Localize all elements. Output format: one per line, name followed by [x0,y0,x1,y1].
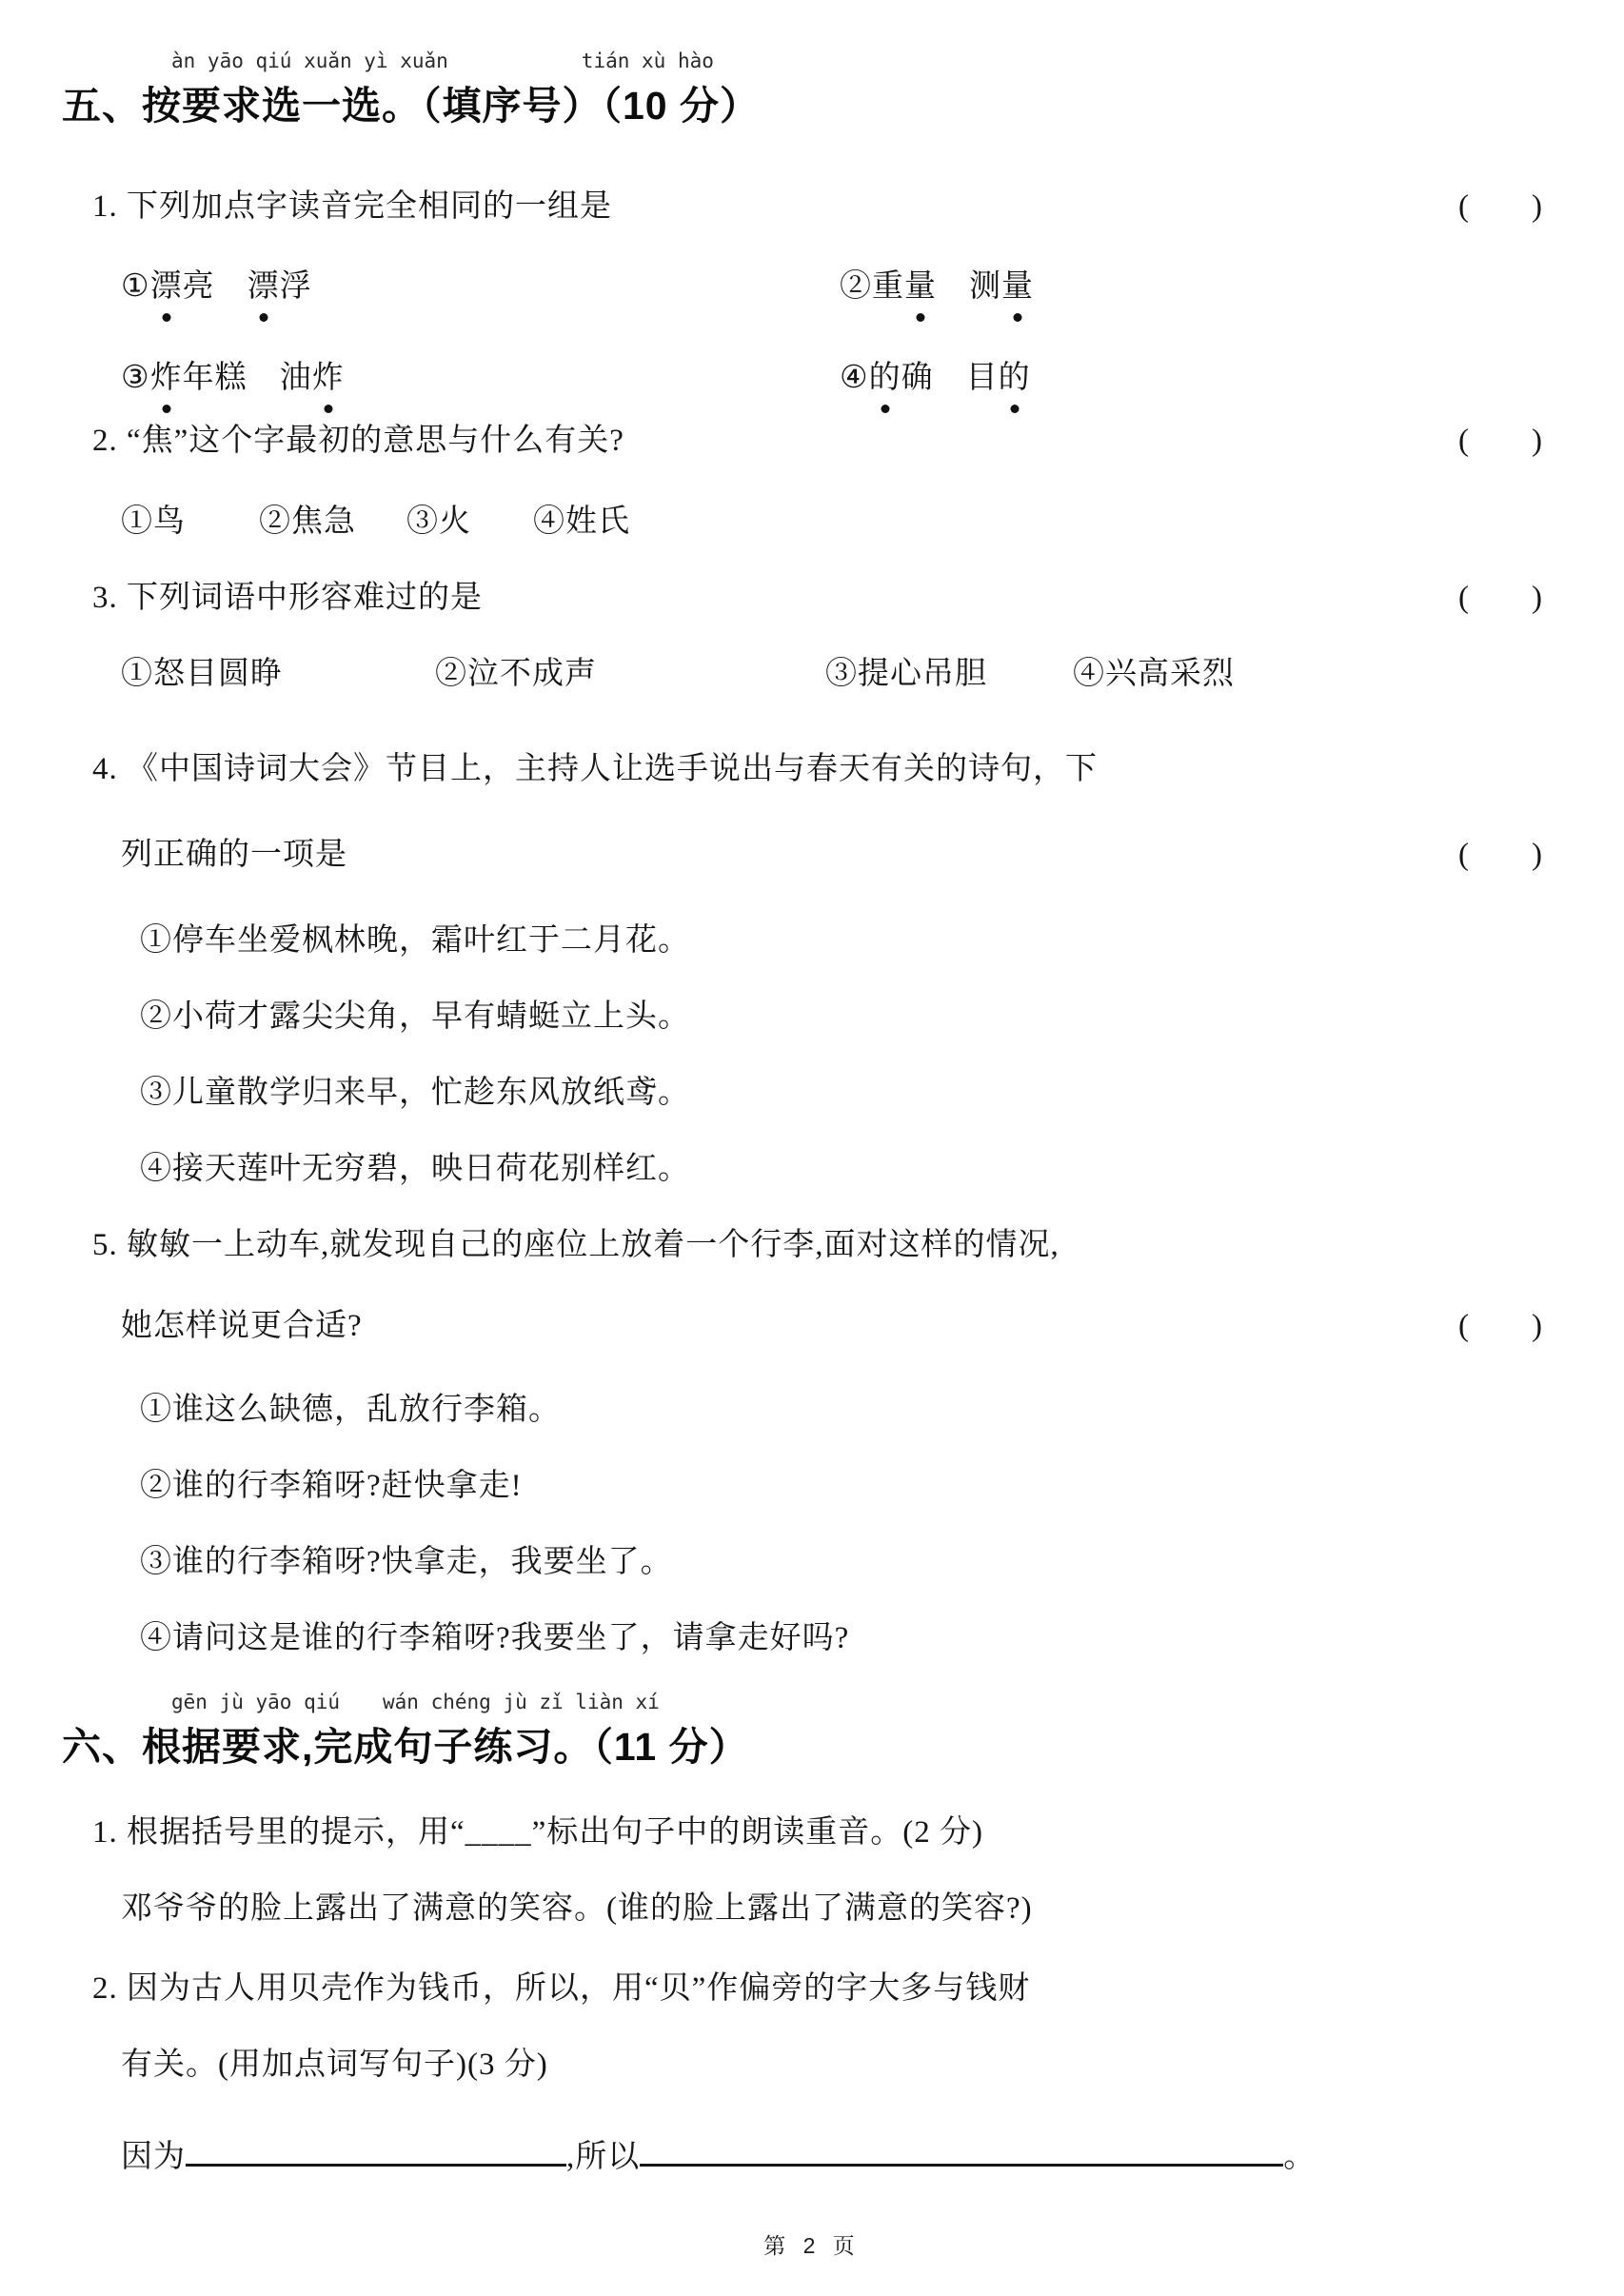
fill-blank-1 [186,2131,566,2167]
s6-q2-stem-line1: 2. 因为古人用贝壳作为钱币，所以，用“贝”作偏旁的字大多与钱财 [92,1971,1031,2006]
pinyin-text: wán chéng jù zǐ liàn xí [383,1691,660,1713]
q4-answer-blank: ( ) [1458,838,1542,872]
fill-end: 。 [1283,2140,1317,2174]
q1-stem-row [62,186,1542,228]
q3-stem-row [62,577,1542,619]
section5-pinyin [171,49,1542,72]
q1-option-4: ④的确 目的 [840,357,1542,399]
section6-pinyin [171,1691,1542,1713]
q3-stem: 3. 下列词语中形容难过的是 [92,581,483,615]
fill-mid: ,所以 [566,2140,641,2174]
q2-answer-blank: ( ) [1458,424,1542,458]
q4-option-2: ②小荷才露尖尖角，早有蜻蜓立上头。 [140,1000,690,1034]
q1-option-2: ②重量 测量 [840,266,1542,307]
s6-q2-fill-line [62,2131,1542,2173]
q3-options [62,653,1542,695]
q1-option-3: ③炸年糕 油炸 [121,357,840,399]
q4-stem-line2-row [62,834,1542,876]
pinyin-text: àn yāo qiú xuǎn yì xuǎn [171,49,448,72]
q2-stem: 2. “焦”这个字最初的意思与什么有关? [92,424,624,458]
s6-q1-sentence: 邓爷爷的脸上露出了满意的笑容。(谁的脸上露出了满意的笑容?) [121,1891,1033,1926]
q5-stem-line2: 她怎样说更合适? [121,1309,363,1343]
fill-prefix: 因为 [121,2140,186,2174]
q4-stem-line2: 列正确的一项是 [121,838,347,872]
q1-option-1: ①漂亮 漂浮 [121,266,840,307]
q1-stem: 1. 下列加点字读音完全相同的一组是 [92,189,612,224]
q5-stem-line2-row [62,1305,1542,1347]
q5-stem-line1: 5. 敏敏一上动车,就发现自己的座位上放着一个行李,面对这样的情况, [92,1228,1060,1262]
section6-title: 六、根据要求,完成句子练习。（11 分） [62,1725,749,1769]
q3-option-3: ③提心吊胆 [825,657,987,691]
q3-option-1: ①怒目圆睁 [121,657,283,691]
q5-option-3: ③谁的行李箱呀?快拿走，我要坐了。 [140,1545,673,1579]
q2-option-4: ④姓氏 [533,505,630,539]
pinyin-text: tián xù hào [581,49,714,72]
page-number: 第 2 页 [763,2233,861,2258]
q2-stem-row [62,420,1542,462]
pinyin-text: gēn jù yāo qiú [171,1691,341,1713]
q4-option-1: ①停车坐爱枫林晚，霜叶红于二月花。 [140,923,690,958]
q1-options [62,266,1542,399]
q2-options [62,501,1542,543]
fill-blank-2 [640,2131,1283,2167]
s6-q2-stem-line2: 有关。(用加点词写句子)(3 分) [121,2048,548,2082]
q1-answer-blank: ( ) [1458,189,1542,224]
q5-option-1: ①谁这么缺德，乱放行李箱。 [140,1393,561,1427]
q2-option-1: ①鸟 [121,505,186,539]
q3-option-2: ②泣不成声 [435,657,597,691]
q3-answer-blank: ( ) [1458,581,1542,615]
q5-option-2: ②谁的行李箱呀?赶快拿走! [140,1469,523,1503]
q5-option-4: ④请问这是谁的行李箱呀?我要坐了，请拿走好吗? [140,1621,850,1655]
q4-option-4: ④接天莲叶无穷碧，映日荷花别样红。 [140,1152,690,1186]
q2-option-3: ③火 [406,505,471,539]
section5-title: 五、按要求选一选。（填序号）（10 分） [62,84,760,128]
q4-option-3: ③儿童散学归来早，忙趁东风放纸鸢。 [140,1076,690,1110]
q4-stem-line1: 4. 《中国诗词大会》节目上，主持人让选手说出与春天有关的诗句，下 [92,752,1098,786]
q3-option-4: ④兴高采烈 [1073,657,1235,691]
q2-option-2: ②焦急 [259,505,356,539]
q5-answer-blank: ( ) [1458,1309,1542,1343]
s6-q1-stem: 1. 根据括号里的提示，用“____”标出句子中的朗读重音。(2 分) [92,1815,984,1850]
